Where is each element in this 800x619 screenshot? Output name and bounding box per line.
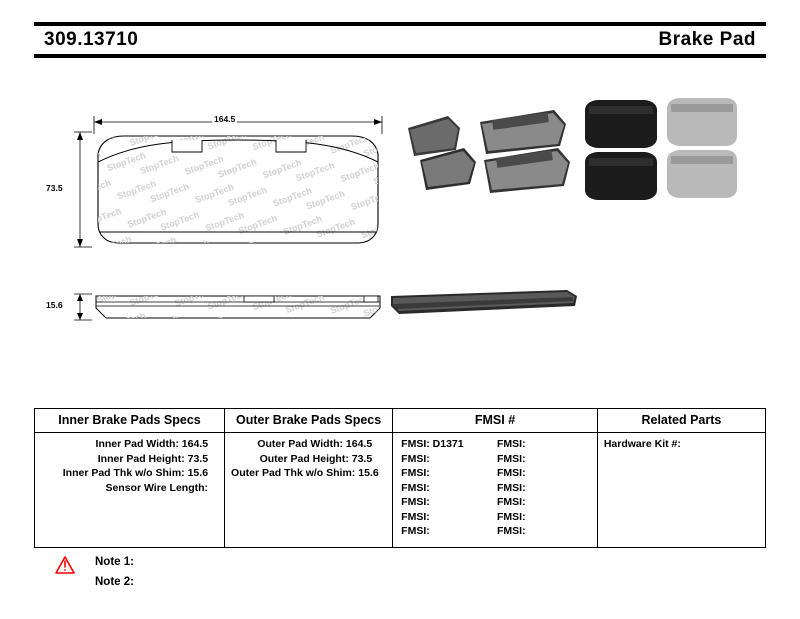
document-header: [34, 22, 766, 58]
pad-photo-group-right: [579, 96, 739, 208]
cell-outer-specs: [225, 433, 393, 548]
note-row-1: [55, 552, 355, 572]
table-header-row: [35, 409, 766, 433]
column-header-fmsi: FMSI #: [393, 409, 598, 433]
fmsi-left-6: FMSI:: [401, 510, 430, 523]
hardware-kit-number: Hardware Kit #:: [603, 438, 681, 450]
inner-pad-thickness: Inner Pad Thk w/o Shim: 15.6: [62, 467, 209, 479]
outer-pad-thickness: Outer Pad Thk w/o Shim: 15.6: [231, 467, 379, 479]
pad-photo-side-view: [389, 288, 579, 322]
notes-section: [55, 552, 355, 592]
fmsi-right-6: FMSI:: [497, 510, 526, 523]
note-row-2: [55, 572, 355, 592]
inner-pad-height: Inner Pad Height: 73.5: [97, 452, 209, 465]
dimension-width-label: 164.5: [214, 114, 236, 124]
table-body-row: [35, 433, 766, 548]
fmsi-right-3: FMSI:: [497, 467, 526, 479]
specifications-table: [34, 408, 766, 548]
outer-pad-width: Outer Pad Width: 164.5: [257, 438, 373, 450]
fmsi-left-3: FMSI:: [401, 467, 430, 479]
cell-fmsi: [393, 433, 598, 548]
part-number: 309.13710: [44, 29, 139, 50]
outer-pad-height: Outer Pad Height: 73.5: [259, 452, 373, 465]
technical-drawing-area: [34, 70, 766, 390]
fmsi-left-2: FMSI:: [401, 452, 430, 465]
cell-inner-specs: [35, 433, 225, 548]
warning-icon: [55, 556, 75, 574]
dimension-height-label: 73.5: [46, 183, 63, 193]
dimension-thickness-label: 15.6: [46, 300, 63, 310]
fmsi-right-2: FMSI:: [497, 452, 526, 465]
document-title: Brake Pad: [658, 29, 756, 50]
fmsi-right-5: FMSI:: [497, 496, 526, 508]
note-2-label: Note 2:: [95, 576, 134, 588]
column-header-outer-specs: Outer Brake Pads Specs: [225, 409, 393, 433]
column-header-inner-specs: Inner Brake Pads Specs: [35, 409, 225, 433]
inner-pad-width: Inner Pad Width: 164.5: [95, 438, 209, 450]
fmsi-right-1: FMSI:: [497, 438, 526, 450]
fmsi-right-7: FMSI:: [497, 525, 526, 537]
column-header-related-parts: Related Parts: [597, 409, 765, 433]
fmsi-left-4: FMSI:: [401, 481, 430, 494]
fmsi-left-5: FMSI:: [401, 496, 430, 508]
sensor-wire-length: Sensor Wire Length:: [105, 481, 209, 494]
pad-photo-group-left: [404, 98, 574, 208]
fmsi-left-7: FMSI:: [401, 525, 430, 537]
fmsi-left-1: FMSI: D1371: [401, 438, 464, 450]
cell-related-parts: [597, 433, 765, 548]
fmsi-right-4: FMSI:: [497, 481, 526, 494]
pad-side-view-drawing: [94, 292, 382, 322]
pad-face-outline-drawing: [94, 132, 382, 247]
note-1-label: Note 1:: [95, 556, 134, 568]
